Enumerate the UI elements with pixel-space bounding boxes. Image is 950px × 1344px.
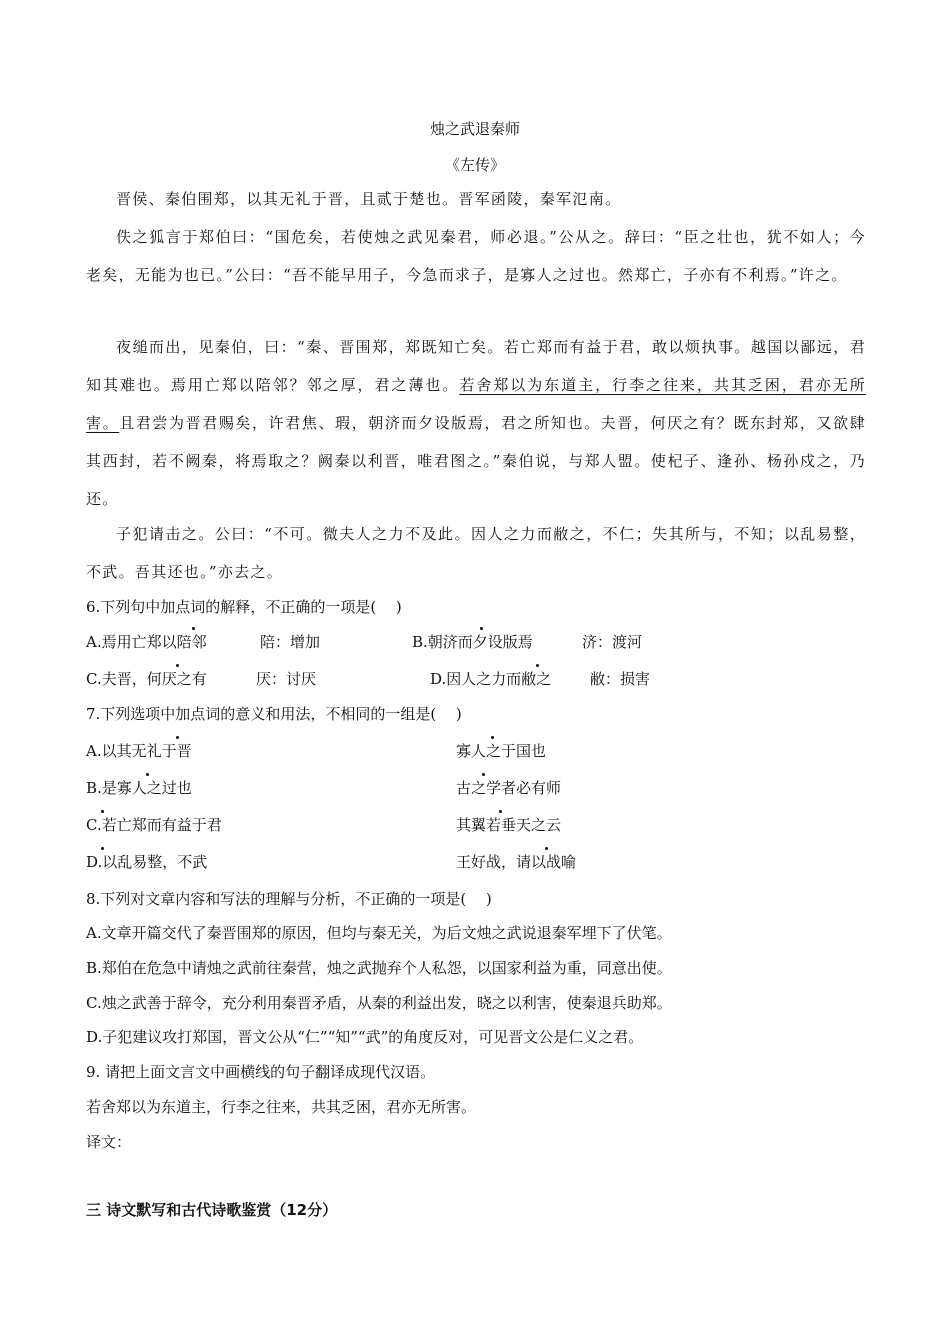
q6-option-c-note: 厌：讨厌 xyxy=(256,670,317,688)
q6-option-d-note: 敝：损害 xyxy=(590,670,651,688)
emphasis-dot xyxy=(545,847,548,850)
question-9-stem: 9. 请把上面文言文中画横线的句子翻译成现代汉语。 xyxy=(86,1063,436,1081)
emphasis-dot xyxy=(536,664,539,667)
paragraph-3-after: 且君尝为晋君赐矣，许君焦、瑕，朝济而夕设版焉，君之所知也。夫晋，何厌之有？既东封郑，又欲肆其西封，若不阙秦，将焉取之？阙秦以利晋，唯君图之。”秦伯说，与郑人盟。使杞子、逢孙、杨孙戍之，乃还。 xyxy=(86,414,866,508)
passage-paragraph-1: 晋侯、秦伯围郑，以其无礼于晋，且贰于楚也。晋军函陵，秦军氾南。 xyxy=(116,190,622,208)
q8-option-a: A.文章开篇交代了秦晋围郑的原因，但均与秦无关，为后文烛之武说退秦军埋下了伏笔。 xyxy=(86,924,672,942)
q9-sentence: 若舍郑以为东道主，行李之往来，共其乏困，君亦无所害。 xyxy=(86,1098,477,1116)
question-8-stem: 8.下列对文章内容和写法的理解与分析，不正确的一项是( ) xyxy=(86,890,492,908)
question-6-stem: 6.下列句中加点词的解释，不正确的一项是( ) xyxy=(86,598,402,616)
q7-option-d-left: D.以乱易整，不武 xyxy=(86,853,208,871)
emphasis-dot xyxy=(176,736,179,739)
paragraph-3-before: 夜缒而出，见秦伯，曰：“秦、晋围郑，郑既知亡矣。若亡郑而有益于君，敢以烦执事。越国以鄙远，君知其难也。焉用亡郑以陪邻？邻之厚，君之薄也。 xyxy=(86,338,866,394)
emphasis-dot xyxy=(480,627,483,630)
emphasis-dot xyxy=(146,773,149,776)
q6-option-a: A.焉用亡郑以陪邻 xyxy=(86,633,207,651)
q7-option-b-right: 古之学者必有师 xyxy=(456,779,562,797)
passage-paragraph-3 xyxy=(86,328,866,518)
q7-option-a-left: A.以其无礼于晋 xyxy=(86,742,192,760)
q7-option-d-right: 王好战，请以战喻 xyxy=(456,853,577,871)
q6-option-a-note: 陪：增加 xyxy=(260,633,321,651)
emphasis-dot xyxy=(491,736,494,739)
passage-paragraph-2: 佚之狐言于郑伯曰：“国危矣，若使烛之武见秦君，师必退。”公从之。辞曰：“臣之壮也，犹不如人；今老矣，无能为也已。”公曰：“吾不能早用子，今急而求子，是寡人之过也。然郑亡，子亦有不利焉。”许之。 xyxy=(86,228,866,284)
q9-answer-label: 译文： xyxy=(86,1133,132,1151)
q7-option-c-left: C.若亡郑而有益于君 xyxy=(86,816,222,834)
q7-option-c-right: 其翼若垂天之云 xyxy=(456,816,562,834)
emphasis-dot xyxy=(192,627,195,630)
section-3-heading: 三 诗文默写和古代诗歌鉴赏（12分） xyxy=(86,1201,338,1219)
emphasis-dot xyxy=(482,773,485,776)
q6-option-c: C.夫晋，何厌之有 xyxy=(86,670,207,688)
question-7-stem: 7.下列选项中加点词的意义和用法，不相同的一组是( ) xyxy=(86,705,462,723)
q7-option-b-left: B.是寡人之过也 xyxy=(86,779,192,797)
emphasis-dot xyxy=(176,664,179,667)
emphasis-dot xyxy=(101,810,104,813)
q8-option-d: D.子犯建议攻打郑国，晋文公从“仁”“知”“武”的角度反对，可见晋文公是仁义之君。 xyxy=(86,1028,644,1046)
q6-option-b: B.朝济而夕设版焉 xyxy=(412,633,533,651)
q7-option-a-right: 寡人之于国也 xyxy=(456,742,547,760)
passage-title: 烛之武退秦师 xyxy=(429,120,520,138)
underlined-sentence: 若舍郑以为东道主，行李之往来，共其乏困，君亦无所害。 xyxy=(86,376,867,432)
emphasis-dot xyxy=(101,847,104,850)
q6-option-d: D.因人之力而敝之 xyxy=(430,670,552,688)
q8-option-b: B.郑伯在危急中请烛之武前往秦营，烛之武抛弃个人私怨，以国家利益为重，同意出使。 xyxy=(86,959,672,977)
emphasis-dot xyxy=(499,810,502,813)
q6-option-b-note: 济：渡河 xyxy=(582,633,643,651)
passage-paragraph-4: 子犯请击之。公曰：“不可。微夫人之力不及此。因人之力而敝之，不仁；失其所与，不知；以乱易整，不武。吾其还也。”亦去之。 xyxy=(86,525,866,581)
passage-source: 《左传》 xyxy=(444,156,505,174)
q8-option-c: C.烛之武善于辞令，充分利用秦晋矛盾，从秦的利益出发，晓之以利害，使秦退兵助郑。 xyxy=(86,994,672,1012)
